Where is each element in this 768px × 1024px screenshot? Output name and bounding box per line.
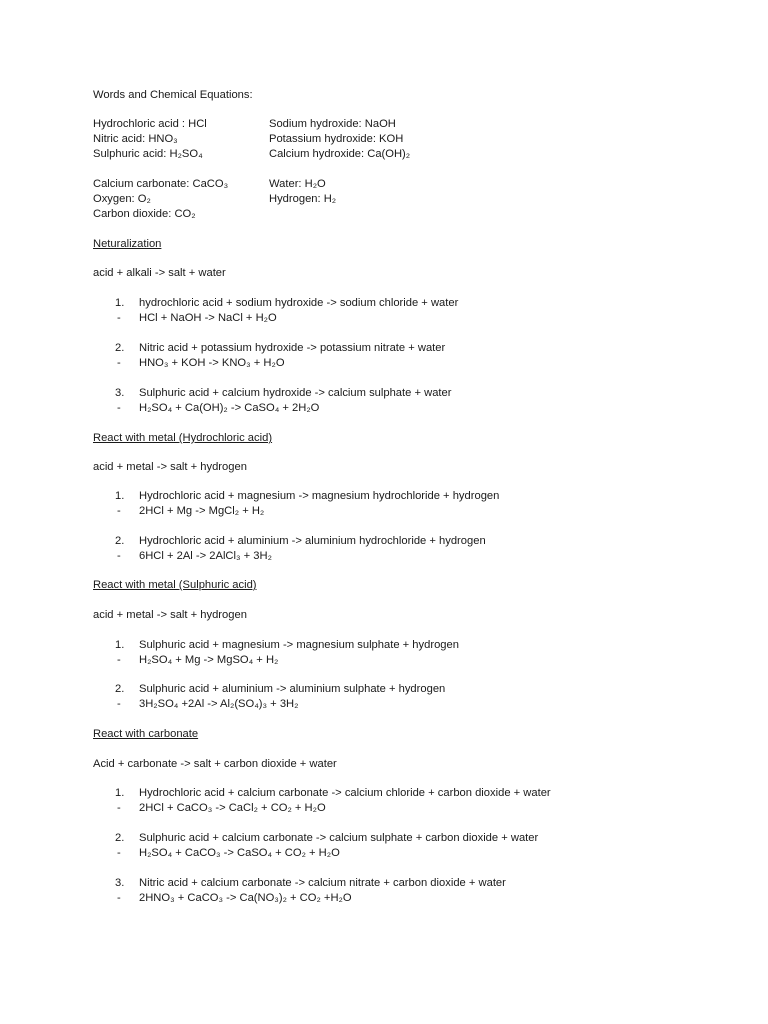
- item-number: 3.: [115, 877, 125, 889]
- word-equation: Hydrochloric acid + calcium carbonate -> calcium chloride + carbon dioxide + water: [139, 787, 551, 799]
- chemical-equation: HNO₃ + KOH -> KNO₃ + H₂O: [139, 357, 285, 369]
- chemical-equation: H₂SO₄ + CaCO₃ -> CaSO₄ + CO₂ + H₂O: [139, 847, 340, 859]
- word-equation: Sulphuric acid + calcium carbonate -> calcium sulphate + carbon dioxide + water: [139, 832, 539, 844]
- chemical-equation: 3H₂SO₄ +2Al -> Al₂(SO₄)₃ + 3H₂: [139, 698, 299, 710]
- general-equation: acid + metal -> salt + hydrogen: [93, 461, 247, 473]
- formula-hydrogen: Hydrogen: H₂: [269, 193, 337, 205]
- dash-bullet: -: [117, 892, 121, 904]
- dash-bullet: -: [117, 357, 121, 369]
- chemical-equation: 2HNO₃ + CaCO₃ -> Ca(NO₃)₂ + CO₂ +H₂O: [139, 892, 352, 904]
- formula-oxygen: Oxygen: O₂: [93, 193, 151, 205]
- section-heading-carbonate: React with carbonate: [93, 728, 199, 740]
- general-equation: Acid + carbonate -> salt + carbon dioxide + water: [93, 758, 337, 770]
- dash-bullet: -: [117, 312, 121, 324]
- formula-potassium-hydroxide: Potassium hydroxide: KOH: [269, 133, 404, 145]
- dash-bullet: -: [117, 654, 121, 666]
- dash-bullet: -: [117, 550, 121, 562]
- dash-bullet: -: [117, 802, 121, 814]
- word-equation: Hydrochloric acid + aluminium -> aluminium hydrochloride + hydrogen: [139, 535, 486, 547]
- dash-bullet: -: [117, 505, 121, 517]
- formula-calcium-carbonate: Calcium carbonate: CaCO₃: [93, 178, 229, 190]
- formula-water: Water: H₂O: [269, 178, 326, 190]
- item-number: 3.: [115, 387, 125, 399]
- chemical-equation: 2HCl + Mg -> MgCl₂ + H₂: [139, 505, 265, 517]
- formula-hydrochloric-acid: Hydrochloric acid : HCl: [93, 118, 207, 130]
- item-number: 2.: [115, 342, 125, 354]
- item-number: 2.: [115, 535, 125, 547]
- formula-sulphuric-acid: Sulphuric acid: H₂SO₄: [93, 148, 203, 160]
- section-heading-metal-h2so4: React with metal (Sulphuric acid): [93, 579, 257, 591]
- section-heading-neutralization: Neturalization: [93, 238, 162, 250]
- formula-nitric-acid: Nitric acid: HNO₃: [93, 133, 178, 145]
- dash-bullet: -: [117, 847, 121, 859]
- chemical-equation: HCl + NaOH -> NaCl + H₂O: [139, 312, 277, 324]
- document-title: Words and Chemical Equations:: [93, 89, 253, 101]
- item-number: 2.: [115, 832, 125, 844]
- chemical-equation: 6HCl + 2Al -> 2AlCl₃ + 3H₂: [139, 550, 272, 562]
- section-heading-metal-hcl: React with metal (Hydrochloric acid): [93, 432, 273, 444]
- dash-bullet: -: [117, 402, 121, 414]
- chemical-equation: H₂SO₄ + Ca(OH)₂ -> CaSO₄ + 2H₂O: [139, 402, 320, 414]
- word-equation: Sulphuric acid + aluminium -> aluminium sulphate + hydrogen: [139, 683, 446, 695]
- word-equation: hydrochloric acid + sodium hydroxide -> sodium chloride + water: [139, 297, 459, 309]
- general-equation: acid + metal -> salt + hydrogen: [93, 609, 247, 621]
- formula-sodium-hydroxide: Sodium hydroxide: NaOH: [269, 118, 396, 130]
- item-number: 1.: [115, 787, 125, 799]
- item-number: 1.: [115, 490, 125, 502]
- dash-bullet: -: [117, 698, 121, 710]
- chemical-equation: 2HCl + CaCO₃ -> CaCl₂ + CO₂ + H₂O: [139, 802, 326, 814]
- word-equation: Nitric acid + potassium hydroxide -> potassium nitrate + water: [139, 342, 446, 354]
- formula-calcium-hydroxide: Calcium hydroxide: Ca(OH)₂: [269, 148, 411, 160]
- item-number: 1.: [115, 297, 125, 309]
- item-number: 2.: [115, 683, 125, 695]
- chemical-equation: H₂SO₄ + Mg -> MgSO₄ + H₂: [139, 654, 279, 666]
- word-equation: Sulphuric acid + calcium hydroxide -> calcium sulphate + water: [139, 387, 452, 399]
- formula-carbon-dioxide: Carbon dioxide: CO₂: [93, 208, 196, 220]
- general-equation: acid + alkali -> salt + water: [93, 267, 226, 279]
- word-equation: Sulphuric acid + magnesium -> magnesium sulphate + hydrogen: [139, 639, 459, 651]
- word-equation: Nitric acid + calcium carbonate -> calcium nitrate + carbon dioxide + water: [139, 877, 506, 889]
- word-equation: Hydrochloric acid + magnesium -> magnesium hydrochloride + hydrogen: [139, 490, 500, 502]
- item-number: 1.: [115, 639, 125, 651]
